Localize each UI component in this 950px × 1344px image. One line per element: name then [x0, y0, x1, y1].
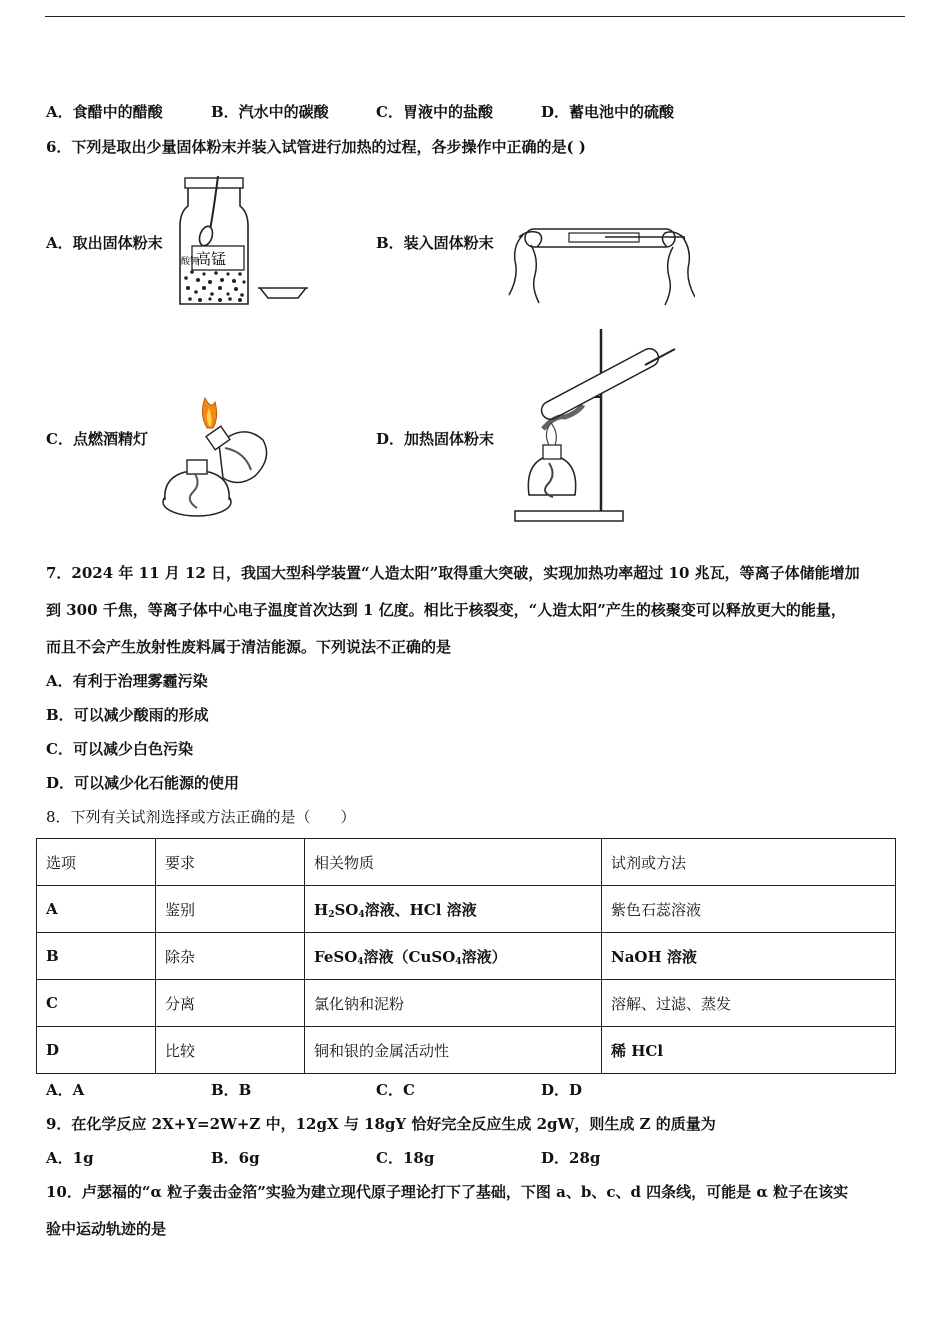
header-rule [45, 16, 905, 17]
q8-option-d[interactable]: D．D [541, 1081, 583, 1099]
q6-option-a[interactable]: A．取出固体粉末 [46, 234, 163, 252]
q7-option-d[interactable]: D．可以减少化石能源的使用 [46, 774, 240, 792]
table-row [37, 980, 896, 1027]
q8-option-a[interactable]: A．A [46, 1081, 85, 1099]
bottle-side-text: 酸钾 [181, 257, 200, 267]
q8-stem: 8．下列有关试剂选择或方法正确的是（ ） [46, 808, 356, 826]
table-cell: FeSO$_4$溶液（CuSO$_4$溶液） [305, 933, 602, 980]
q7-option-a[interactable]: A．有利于治理雾霾污染 [46, 672, 208, 690]
q9-stem: 9．在化学反应 2X+Y=2W+Z 中，12gX 与 18gY 恰好完全反应生成 2gW，则生成 Z 的质量为 [46, 1115, 716, 1133]
test-tube-hands-figure [505, 215, 695, 310]
table-cell: 氯化钠和泥粉 [305, 980, 602, 1027]
q9-option-c[interactable]: C．18g [376, 1149, 435, 1167]
header-cell: 要求 [156, 839, 305, 886]
table-cell: $H_2SO_4$溶液、HCl 溶液 [305, 886, 602, 933]
q5-option-d[interactable]: D．蓄电池中的硫酸 [541, 103, 675, 121]
table-cell: B [37, 933, 156, 980]
table-cell: 稀 HCl [602, 1027, 896, 1074]
q5-option-b[interactable]: B．汽水中的碳酸 [211, 103, 329, 121]
q8-option-b[interactable]: B．B [211, 1081, 252, 1099]
q8-table [36, 838, 896, 1074]
header-cell: 试剂或方法 [602, 839, 896, 886]
table-cell: 鉴别 [156, 886, 305, 933]
table-cell: 铜和银的金属活动性 [305, 1027, 602, 1074]
table-row [37, 1027, 896, 1074]
q10-stem-line1: 10．卢瑟福的“α 粒子轰击金箔”实验为建立现代原子理论打下了基础，下图 a、b、c、d 四条线，可能是 α 粒子在该实 [46, 1183, 849, 1201]
table-cell: C [37, 980, 156, 1027]
heating-setup-figure [505, 325, 690, 525]
table-cell: D [37, 1027, 156, 1074]
reagent-bottle-figure [170, 168, 315, 310]
q9-option-b[interactable]: B．6g [211, 1149, 260, 1167]
q5-option-c[interactable]: C．胃液中的盐酸 [376, 103, 493, 121]
alcohol-lamp-lighting-figure [155, 392, 280, 527]
q6-option-c[interactable]: C．点燃酒精灯 [46, 430, 148, 448]
table-cell: 除杂 [156, 933, 305, 980]
table-cell: A [37, 886, 156, 933]
q6-option-b[interactable]: B．装入固体粉末 [376, 234, 494, 252]
table-row [37, 933, 896, 980]
q9-option-d[interactable]: D．28g [541, 1149, 601, 1167]
q5-option-a[interactable]: A．食醋中的醋酸 [46, 103, 163, 121]
q7-stem-line3: 而且不会产生放射性废料属于清洁能源。下列说法不正确的是 [46, 638, 452, 656]
table-cell: 比较 [156, 1027, 305, 1074]
header-cell: 相关物质 [305, 839, 602, 886]
q6-stem: 6．下列是取出少量固体粉末并装入试管进行加热的过程，各步操作中正确的是( ) [46, 138, 586, 156]
q9-option-a[interactable]: A．1g [46, 1149, 94, 1167]
q7-option-c[interactable]: C．可以减少白色污染 [46, 740, 193, 758]
q8-option-c[interactable]: C．C [376, 1081, 415, 1099]
table-cell: 紫色石蕊溶液 [602, 886, 896, 933]
bottle-label: 高锰 [196, 250, 227, 268]
q7-stem-line1: 7．2024 年 11 月 12 日，我国大型科学装置“人造太阳”取得重大突破，实现加热功率超过 10 兆瓦，等离子体储能增加 [46, 564, 860, 582]
header-cell: 选项 [37, 839, 156, 886]
q6-option-d[interactable]: D．加热固体粉末 [376, 430, 495, 448]
table-header-row [37, 839, 896, 886]
q7-option-b[interactable]: B．可以减少酸雨的形成 [46, 706, 209, 724]
table-cell: NaOH 溶液 [602, 933, 896, 980]
table-row [37, 886, 896, 933]
q10-stem-line2: 验中运动轨迹的是 [46, 1220, 167, 1238]
q7-stem-line2: 到 300 千焦，等离子体中心电子温度首次达到 1 亿度。相比于核裂变，“人造太阳”产生的核聚变可以释放更大的能量， [46, 601, 846, 619]
table-cell: 分离 [156, 980, 305, 1027]
table-cell: 溶解、过滤、蒸发 [602, 980, 896, 1027]
